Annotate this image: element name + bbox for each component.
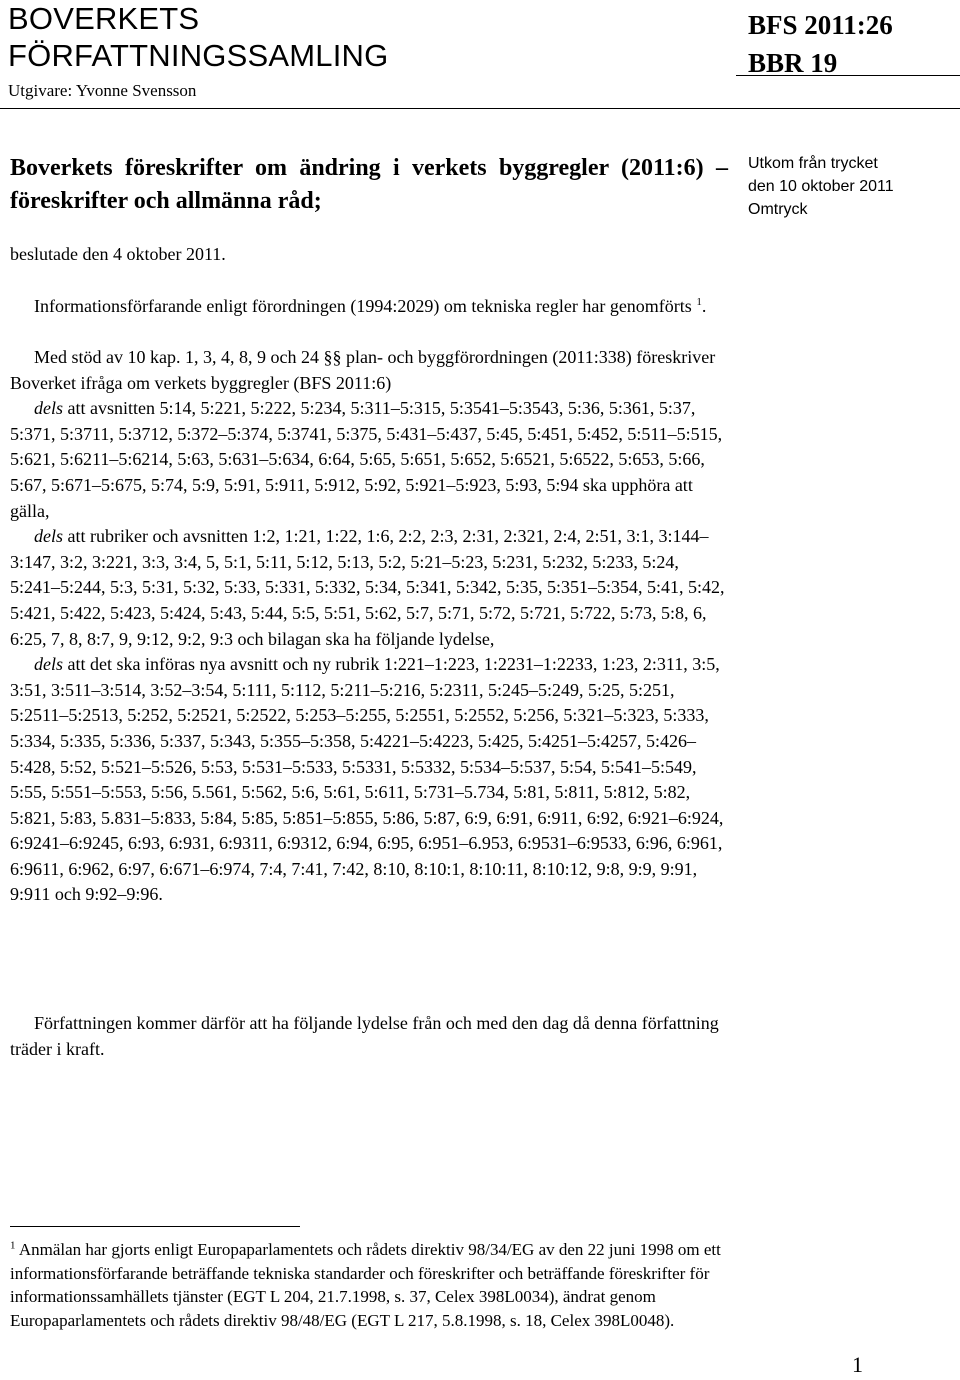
regulation-title: Boverkets föreskrifter om ändring i verkets byggregler (2011:6) – föreskrifter och allmänna råd; [10,155,728,214]
closing-statement [10,1011,732,1062]
series-name-line2: FÖRFATTNINGSSAMLING [8,38,389,73]
bfs-number: BFS 2011:26 [748,10,893,40]
imprint-line1: Utkom från trycket [748,155,878,172]
document-code [748,6,893,82]
imprint-reprint: Omtryck [748,201,808,218]
amend-clause [10,524,732,652]
header-rule [0,108,960,109]
repeal-clause-text: att avsnitten 5:14, 5:221, 5:222, 5:234, 5:311–5:315, 5:3541–5:3543, 5:36, 5:361, 5:37, 5:371, 5:3711, 5:3712, 5:372–5:374, 5:3741, 5:375, 5:431–5:437, 5:45, 5:451, 5:452, 5:511–5:515, 5:621, 5:6211–5:6214, 5:63, 5:631–5:634, 6:64, 5:65, 5:651, 5:652, 5:6521, 5:6522, 5:653, 5:66, 5:67, 5:671–5:675, 5:74, 5:9, 5:91, 5:911, 5:912, 5:92, 5:921–5:923, 5:93, 5:94 ska upphöra att gälla, [10,398,723,521]
repeal-clause [10,396,732,524]
amend-clause-text: att rubriker och avsnitten 1:2, 1:21, 1:22, 1:6, 2:2, 2:3, 2:31, 2:321, 2:4, 2:51, 3:1, 3:144–3:147, 3:2, 3:221, 3:3, 3:4, 5, 5:1, 5:11, 5:12, 5:13, 5:2, 5:21–5:23, 5:231, 5:232, 5:233, 5:24, 5:241–5:244, 5:3, 5:31, 5:32, 5:33, 5:331, 5:332, 5:34, 5:341, 5:342, 5:35, 5:351–5:354, 5:41, 5:42, 5:421, 5:422, 5:423, 5:424, 5:43, 5:44, 5:5, 5:51, 5:62, 5:7, 5:71, 5:72, 5:721, 5:722, 5:73, 5:8, 6, 6:25, 7, 8, 8:7, 9, 9:12, 9:2, 9:3 och bilagan ska ha följande lydelse, [10,526,725,649]
series-name-line1: BOVERKETS [8,1,200,36]
dels-word: dels [34,398,63,419]
footnote-reference[interactable]: 1 [696,296,702,308]
dels-word: dels [34,654,63,675]
insert-clause-text: att det ska införas nya avsnitt och ny rubrik 1:221–1:223, 1:2231–1:2233, 1:23, 2:311, 3:5, 3:51, 3:511–3:514, 3:52–3:54, 5:111, 5:112, 5:211–5:216, 5:2311, 5:245–5:249, 5:25, 5:251, 5:2511–5:2513, 5:252, 5:2521, 5:2522, 5:253–5:255, 5:2551, 5:2552, 5:256, 5:321–5:323, 5:333, 5:334, 5:335, 5:336, 5:337, 5:343, 5:355–5:358, 5:4221–5:4223, 5:425, 5:4251–5:4257, 5:426–5:428, 5:52, 5:521–5:526, 5:53, 5:531–5:533, 5:5331, 5:5332, 5:534–5:537, 5:54, 5:541–5:549, 5:55, 5:551–5:553, 5:56, 5.561, 5:562, 5:6, 5:61, 5:611, 5:731–5.734, 5:81, 5:811, 5:812, 5:82, 5:821, 5:83, 5.831–5:833, 5:84, 5:85, 5:851–5:855, 5:86, 5:87, 6:9, 6:91, 6:911, 6:92, 6:921–6:924, 6:9241–6:9245, 6:93, 6:931, 6:9311, 6:9312, 6:94, 6:95, 6:951–6.953, 6:9531–6:9533, 6:96, 6:961, 6:9611, 6:962, 6:97, 6:671–6:974, 7:4, 7:41, 7:42, 8:10, 8:10:1, 8:10:11, 8:10:12, 9:8, 9:9, 9:91, 9:911 och 9:92–9:96. [10,654,724,905]
statute-body [10,345,732,908]
footnote-mark: 1 [10,1239,16,1252]
information-procedure [10,294,732,320]
dels-word: dels [34,526,63,547]
bbr-number: BBR 19 [748,48,838,78]
footnote-text: Anmälan har gjorts enligt Europaparlamentets och rådets direktiv 98/34/EG av den 22 juni 1998 om ett informationsförfarande beträffande tekniska standarder och föreskrifter och beträffande föreskrifter för informationssamhällets tjänster (EGT L 204, 21.7.1998, s. 37, Celex 398L0034), ändrat genom Europaparlamentets och rådets direktiv 98/48/EG (EGT L 217, 5.8.1998, s. 18, Celex 398L0048). [10,1240,721,1330]
footnote [10,1238,740,1332]
statute-intro: Med stöd av 10 kap. 1, 3, 4, 8, 9 och 24 §§ plan- och byggförordningen (2011:338) föreskriver Boverket ifråga om verkets byggregler (BFS 2011:6) [10,347,716,393]
imprint [748,152,894,221]
code-divider [736,75,960,76]
page-number: 1 [852,1352,863,1377]
publisher: Utgivare: Yvonne Svensson [8,81,197,100]
imprint-date: den 10 oktober 2011 [748,178,894,195]
decision-date: beslutade den 4 oktober 2011. [10,244,226,264]
info-text: Informationsförfarande enligt förordningen (1994:2029) om tekniska regler har genomförts [34,296,692,316]
closing-text: Författningen kommer därför att ha följande lydelse från och med den dag då denna författning träder i kraft. [10,1013,719,1059]
masthead [8,0,388,102]
footnote-rule [10,1226,300,1227]
insert-clause [10,652,732,908]
info-end: . [701,296,707,316]
